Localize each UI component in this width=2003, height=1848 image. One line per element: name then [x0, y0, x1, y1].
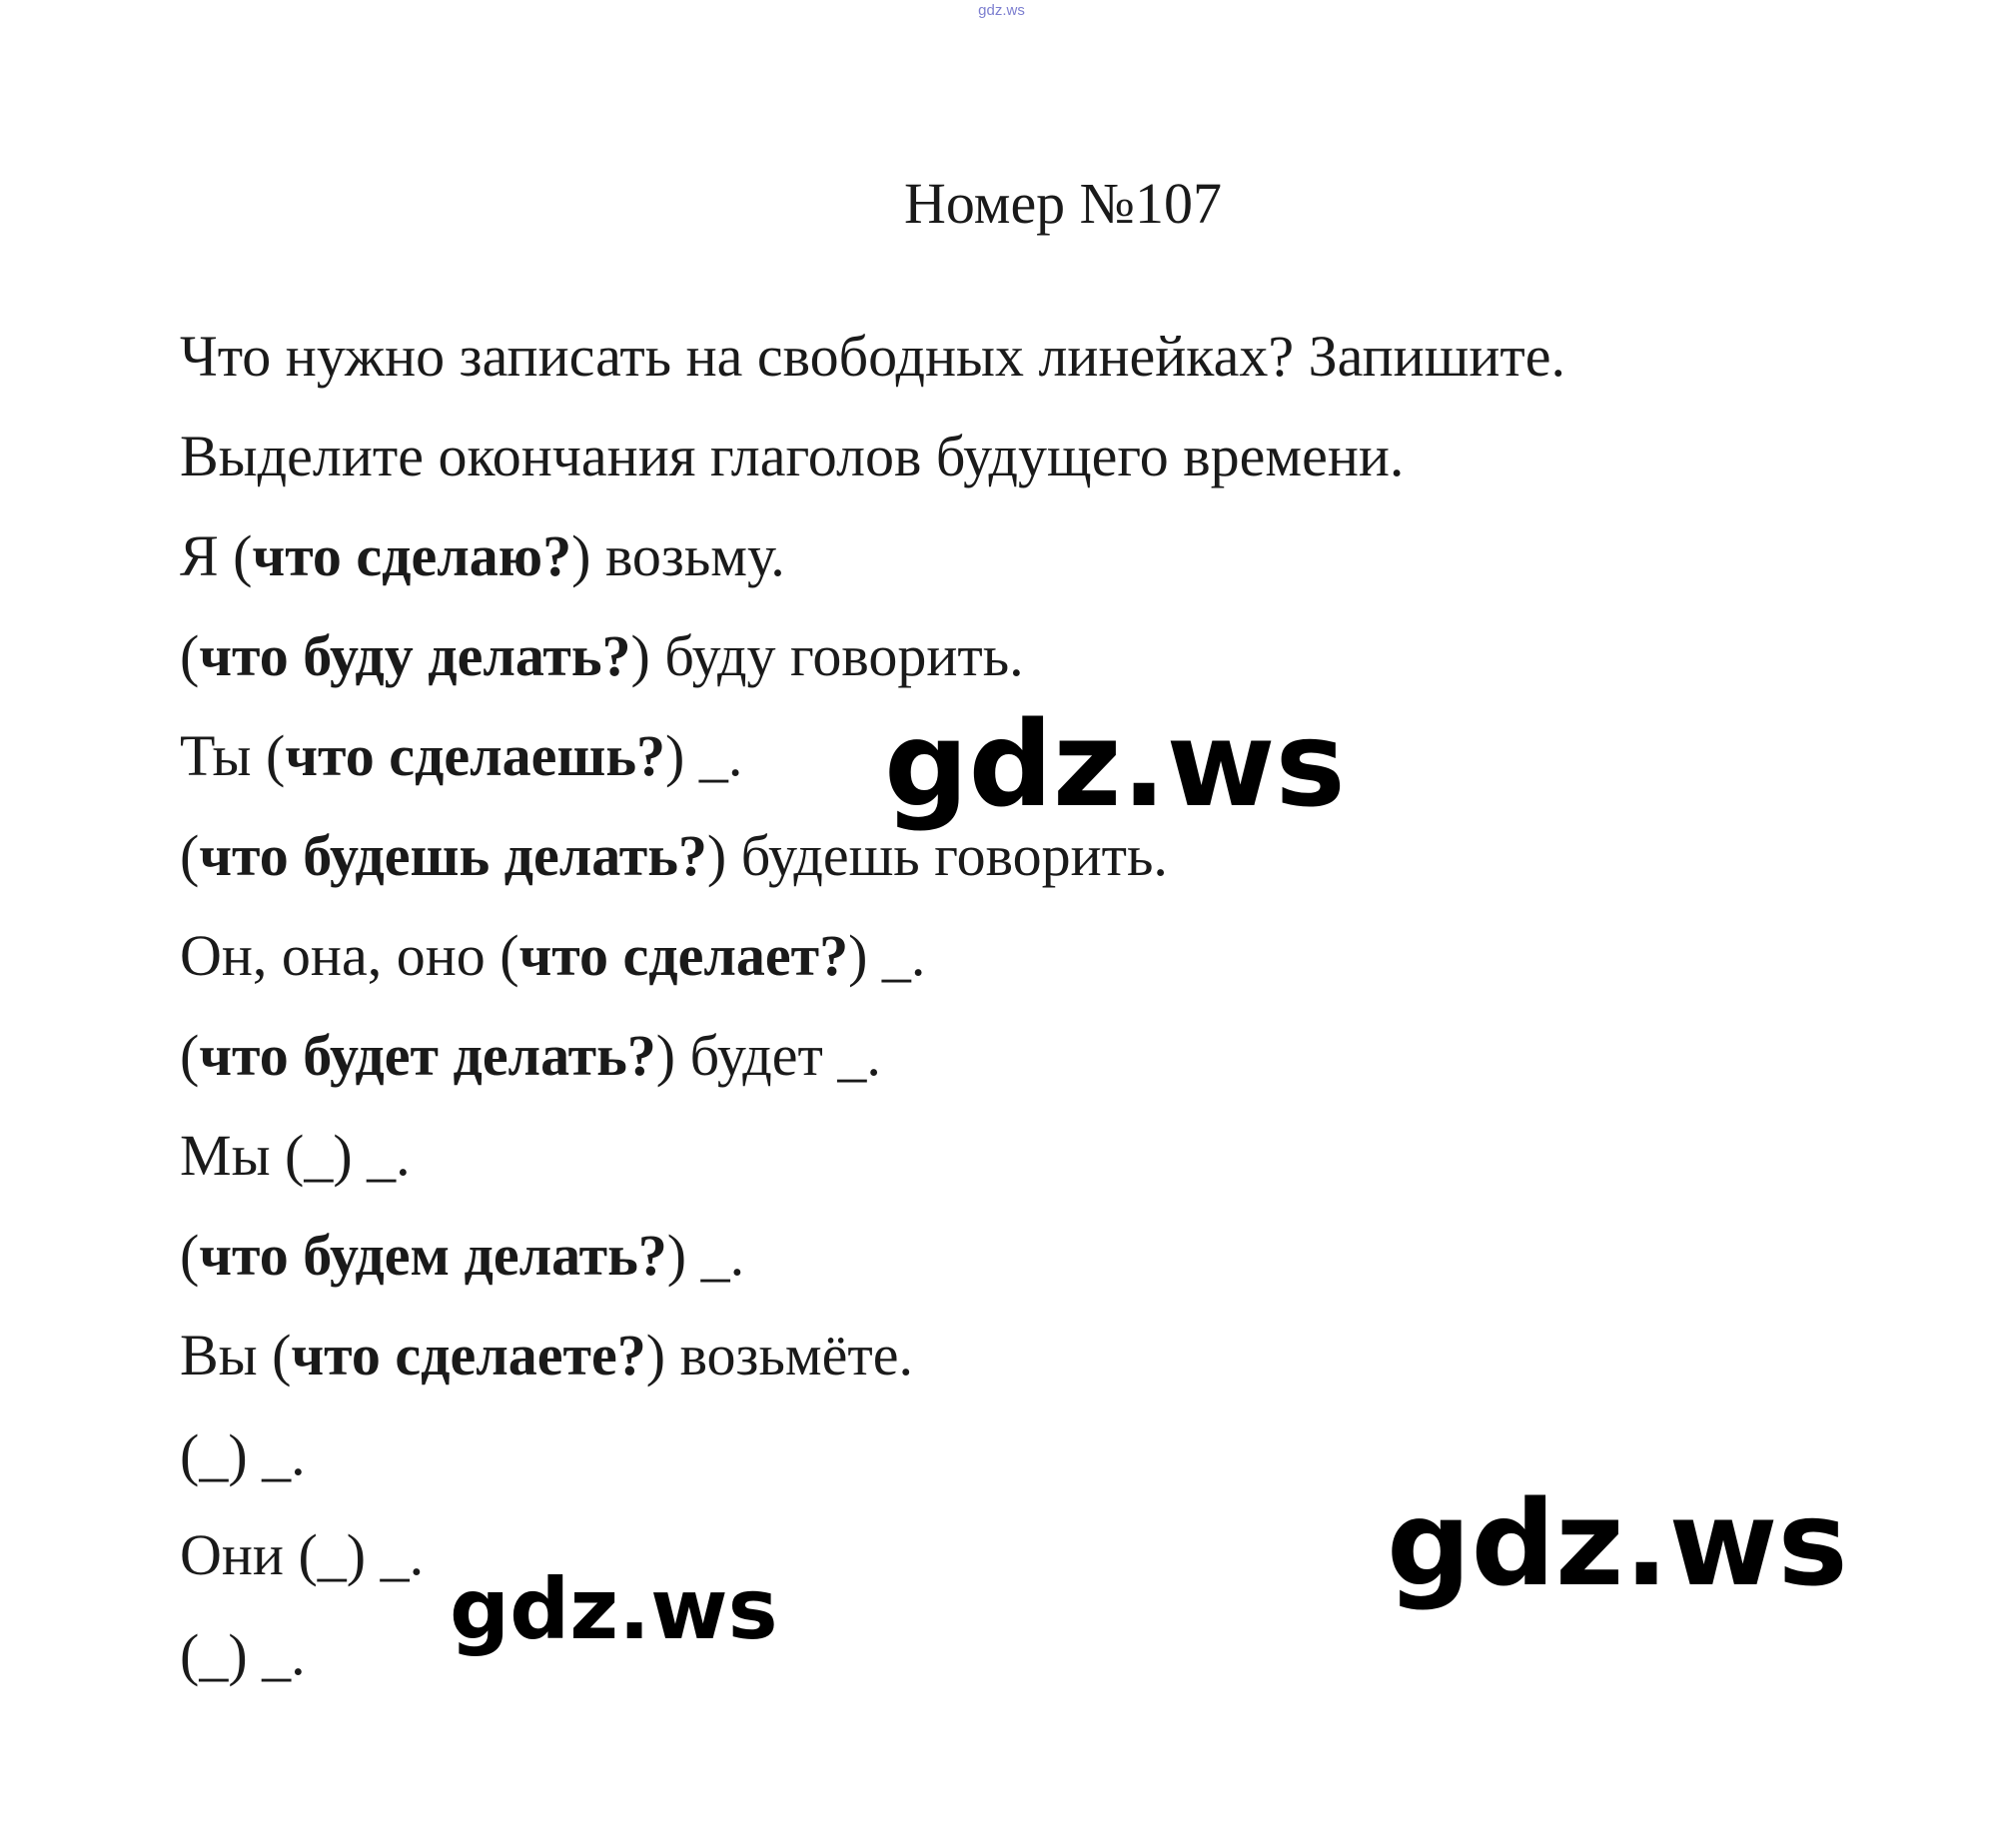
exercise-line: (что будем делать?) _. — [180, 1223, 745, 1288]
exercise-line: Они (_) _. — [180, 1522, 425, 1587]
watermark: gdz.ws — [884, 695, 1346, 833]
watermark: gdz.ws — [450, 1560, 778, 1658]
exercise-line: Мы (_) _. — [180, 1123, 411, 1188]
instruction-line-2: Выделите окончания глаголов будущего времени. — [180, 424, 1405, 488]
page-title: Номер №107 — [903, 171, 1223, 236]
exercise-line: (что будет делать?) будет _. — [180, 1023, 881, 1088]
exercise-line: Я (что сделаю?) возьму. — [180, 523, 785, 588]
exercise-line: Ты (что сделаешь?) _. — [180, 723, 743, 788]
watermark: gdz.ws — [1387, 1474, 1848, 1612]
exercise-line: (_) _. — [180, 1422, 306, 1487]
site-mark: gdz.ws — [978, 2, 1025, 19]
exercise-line: (_) _. — [180, 1622, 306, 1687]
exercise-line: (что буду делать?) буду говорить. — [180, 623, 1024, 688]
instruction-line-1: Что нужно записать на свободных линейках? Запишите. — [180, 324, 1565, 389]
exercise-line: Вы (что сделаете?) возьмёте. — [180, 1323, 913, 1387]
exercise-line: Он, она, оно (что сделает?) _. — [180, 923, 926, 988]
exercise-line: (что будешь делать?) будешь говорить. — [180, 823, 1168, 888]
